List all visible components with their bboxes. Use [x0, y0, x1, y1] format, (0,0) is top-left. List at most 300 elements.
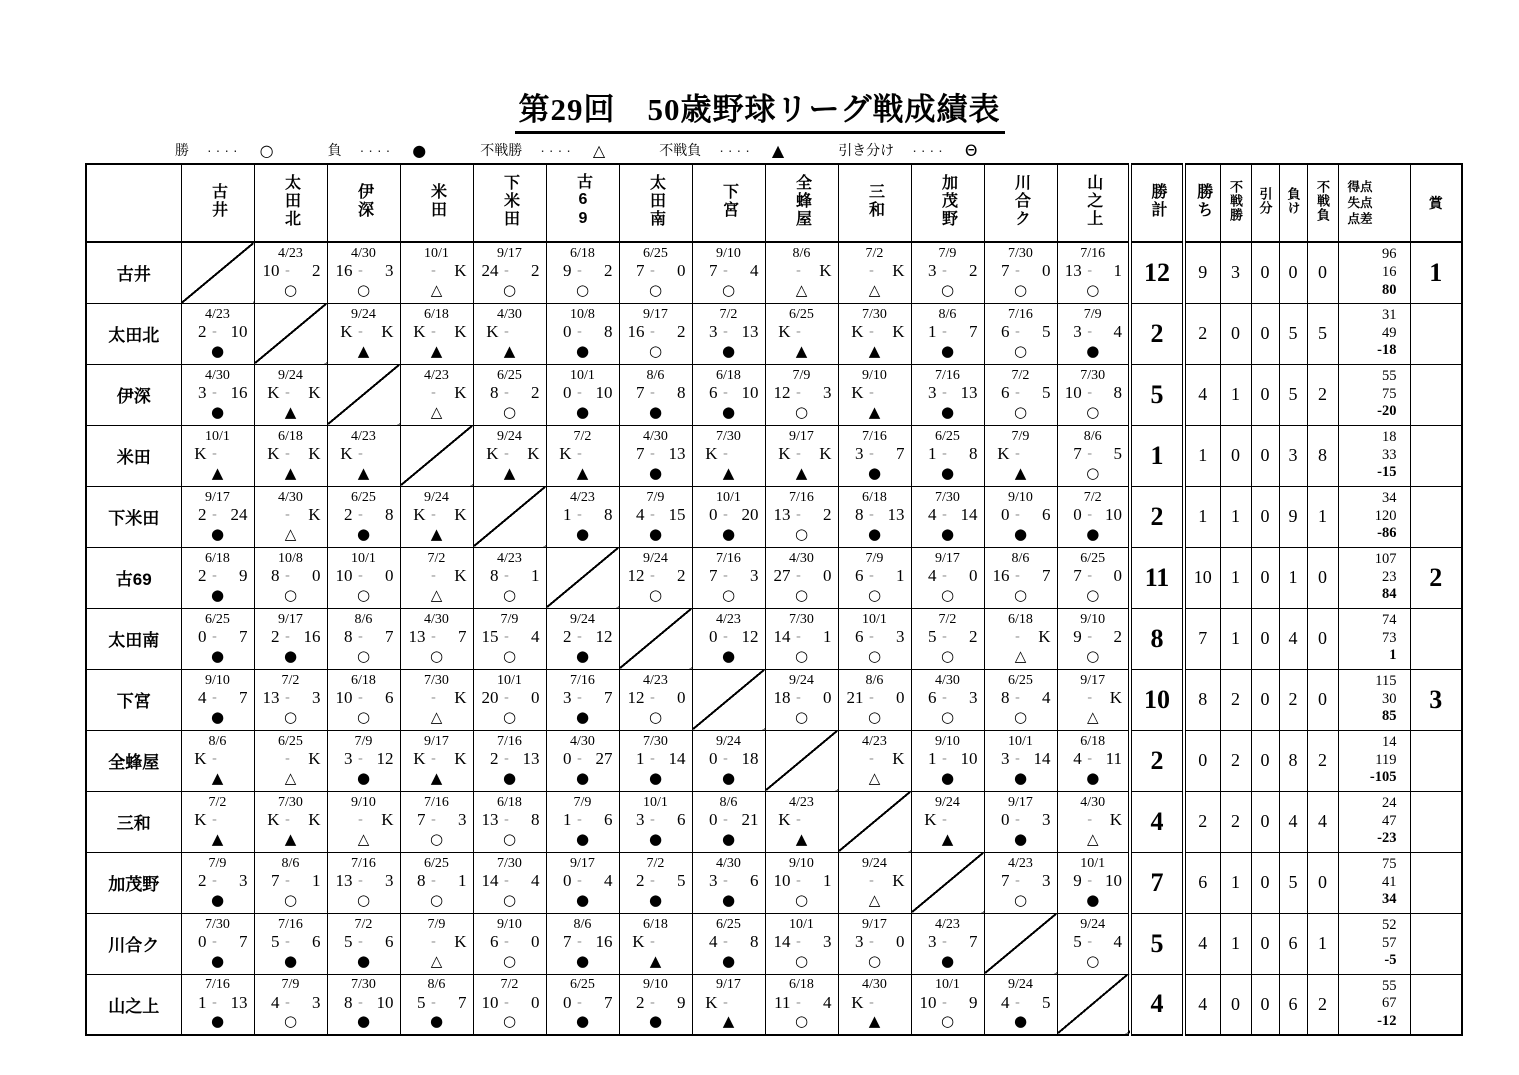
- forfeit-wins-cell: 1: [1220, 364, 1251, 425]
- points-cell: [1338, 364, 1410, 425]
- match-score: [1058, 871, 1129, 891]
- match-cell-r12-c0: [181, 974, 254, 1035]
- diagonal-cell-3: [400, 425, 473, 486]
- match-date: 7/2: [1011, 367, 1030, 383]
- result-symbol: ▲: [357, 463, 370, 482]
- result-symbol: ○: [867, 951, 882, 970]
- score-left: 3: [928, 261, 937, 281]
- result-symbol: ▲: [357, 341, 370, 360]
- point-diff: 1: [1389, 647, 1397, 664]
- win-total-cell: 4: [1130, 974, 1184, 1035]
- score-right: K: [892, 749, 905, 769]
- points-cell: [1338, 974, 1410, 1035]
- score-dash: -: [504, 384, 509, 400]
- score-dash: -: [577, 994, 582, 1010]
- score-dash: -: [869, 506, 874, 522]
- table-row-7: [86, 669, 1462, 730]
- match-date: 4/23: [643, 672, 668, 688]
- match-date: 6/18: [643, 916, 668, 932]
- match-date: 9/24: [716, 733, 741, 749]
- match-cell-r11-c1: [254, 913, 327, 974]
- score-right: K: [454, 688, 467, 708]
- result-symbol: ○: [502, 402, 517, 421]
- match-cell-r10-c3: [400, 852, 473, 913]
- match-date: 7/16: [205, 977, 230, 993]
- score-right: 2: [531, 261, 540, 281]
- match-score: [328, 749, 400, 769]
- result-symbol: ▲: [868, 402, 881, 421]
- result-symbol: △: [795, 280, 808, 299]
- match-cell-r6-c4: [473, 608, 546, 669]
- match-score: [620, 566, 692, 586]
- match-score: [547, 749, 619, 769]
- match-score: [693, 505, 765, 525]
- points-against: 49: [1382, 324, 1397, 341]
- win-total-cell: 12: [1130, 242, 1184, 303]
- match-score: [328, 505, 400, 525]
- result-symbol: ▲: [868, 341, 881, 360]
- match-cell-r11-c7: [692, 913, 765, 974]
- score-dash: -: [577, 872, 582, 888]
- point-diff: -15: [1377, 464, 1397, 481]
- score-left: 13: [481, 810, 499, 830]
- score-dash: -: [650, 445, 655, 461]
- match-cell-r10-c0: [181, 852, 254, 913]
- legend-symbol: △: [592, 140, 606, 160]
- match-score: [255, 688, 327, 708]
- point-diff: 34: [1382, 891, 1397, 908]
- points-cell: [1338, 913, 1410, 974]
- match-score: [547, 505, 619, 525]
- match-cell-r0-c8: [765, 242, 838, 303]
- match-date: 9/10: [935, 733, 960, 749]
- draws-cell: 0: [1251, 608, 1279, 669]
- match-score: [401, 261, 473, 281]
- score-dash: -: [796, 689, 801, 705]
- score-left: 7: [709, 261, 718, 281]
- match-date: 4/23: [935, 916, 960, 932]
- score-dash: -: [869, 872, 874, 888]
- result-symbol: ●: [502, 768, 517, 787]
- score-right: 8: [531, 810, 540, 830]
- score-right: 2: [969, 261, 978, 281]
- forfeit-losses-cell: 8: [1307, 425, 1338, 486]
- score-dash: -: [285, 263, 290, 279]
- result-symbol: ○: [1086, 951, 1100, 970]
- match-date: 9/17: [278, 611, 303, 627]
- score-right: 6: [677, 810, 686, 830]
- win-total-cell: 10: [1130, 669, 1184, 730]
- score-dash: -: [942, 689, 947, 705]
- score-left: 0: [198, 932, 207, 952]
- legend-dots: ····: [719, 142, 754, 158]
- match-score: [328, 322, 400, 342]
- draws-cell: 0: [1251, 974, 1279, 1035]
- match-score: [474, 261, 546, 281]
- score-left: 0: [1073, 505, 1082, 525]
- score-right: 0: [969, 566, 978, 586]
- match-date: 7/2: [719, 306, 738, 322]
- score-dash: -: [577, 933, 582, 949]
- losses-cell: 4: [1279, 791, 1307, 852]
- match-score: [182, 627, 254, 647]
- points-for: 74: [1382, 611, 1397, 628]
- score-dash: -: [212, 567, 217, 583]
- points-against: 30: [1382, 690, 1397, 707]
- score-right: 13: [668, 444, 686, 464]
- score-right: 4: [1113, 932, 1122, 952]
- match-date: 7/2: [646, 855, 665, 871]
- score-right: 10: [741, 383, 759, 403]
- match-cell-r11-c4: [473, 913, 546, 974]
- score-left: 2: [636, 871, 645, 891]
- diagonal-cell-2: [327, 364, 400, 425]
- result-symbol: ●: [940, 524, 955, 543]
- match-cell-r7-c2: [327, 669, 400, 730]
- match-date: 7/16: [1080, 245, 1106, 261]
- score-right: 6: [750, 871, 759, 891]
- match-score: [328, 993, 400, 1013]
- title-wrap: [0, 0, 1519, 134]
- points-cell: [1338, 242, 1410, 303]
- match-date: 10/1: [1008, 733, 1033, 749]
- draws-cell: 0: [1251, 364, 1279, 425]
- match-cell-r1-c7: [692, 303, 765, 364]
- match-date: 10/1: [643, 794, 668, 810]
- result-symbol: ▲: [941, 829, 954, 848]
- score-dash: -: [796, 567, 801, 583]
- draws-cell: 0: [1251, 669, 1279, 730]
- result-symbol: ●: [210, 646, 225, 665]
- points-against: 57: [1382, 934, 1397, 951]
- score-dash: -: [650, 933, 655, 949]
- match-date: 4/30: [205, 367, 230, 383]
- match-cell-r6-c2: [327, 608, 400, 669]
- result-symbol: ●: [210, 402, 225, 421]
- result-symbol: △: [284, 768, 297, 787]
- score-dash: -: [358, 263, 363, 279]
- col-header-team-2: [327, 164, 400, 242]
- match-date: 4/30: [716, 855, 741, 871]
- match-date: 7/9: [427, 916, 446, 932]
- match-date: 6/25: [351, 489, 376, 505]
- match-date: 4/23: [205, 306, 230, 322]
- score-right: 2: [969, 627, 978, 647]
- score-dash: -: [650, 506, 655, 522]
- score-dash: -: [285, 689, 290, 705]
- score-left: 1: [198, 992, 207, 1012]
- score-right: K: [308, 383, 321, 403]
- result-symbol: ●: [283, 951, 298, 970]
- score-dash: -: [723, 628, 728, 644]
- score-left: 4: [1073, 749, 1082, 769]
- score-dash: -: [723, 323, 728, 339]
- score-left: 3: [636, 810, 645, 830]
- match-date: 7/2: [281, 672, 300, 688]
- wins-cell: 0: [1184, 730, 1220, 791]
- result-symbol: ○: [648, 585, 663, 604]
- match-cell-r11-c12: [1057, 913, 1130, 974]
- match-cell-r2-c8: [765, 364, 838, 425]
- score-left: 1: [636, 749, 645, 769]
- score-dash: -: [1015, 263, 1020, 279]
- match-date: 9/17: [205, 489, 230, 505]
- result-symbol: ●: [1013, 1012, 1028, 1031]
- result-symbol: ●: [210, 341, 225, 360]
- result-symbol: ●: [940, 951, 955, 970]
- team-name: 米田: [428, 182, 446, 219]
- match-cell-r7-c8: [765, 669, 838, 730]
- points-cell: [1338, 425, 1410, 486]
- score-left: 2: [636, 992, 645, 1012]
- result-symbol: ○: [356, 707, 371, 726]
- result-symbol: ○: [794, 646, 809, 665]
- match-score: [985, 871, 1057, 891]
- score-dash: -: [723, 567, 728, 583]
- losses-cell: 4: [1279, 608, 1307, 669]
- table-row-3: [86, 425, 1462, 486]
- match-cell-r9-c7: [692, 791, 765, 852]
- table-row-8: [86, 730, 1462, 791]
- col-header-forfeit-wins: 不戦勝: [1220, 164, 1251, 242]
- score-left: 1: [563, 810, 572, 830]
- result-symbol: ○: [429, 646, 444, 665]
- diagonal-cell-6: [619, 608, 692, 669]
- score-left: 3: [855, 444, 864, 464]
- match-date: 10/8: [278, 550, 303, 566]
- result-symbol: ▲: [430, 524, 443, 543]
- match-cell-r10-c1: [254, 852, 327, 913]
- result-symbol: ○: [356, 585, 371, 604]
- point-diff: 80: [1382, 281, 1397, 298]
- match-cell-r1-c11: [984, 303, 1057, 364]
- match-score: [912, 444, 984, 464]
- score-left: K: [851, 383, 864, 403]
- result-symbol: △: [868, 768, 881, 787]
- score-dash: -: [796, 263, 801, 279]
- match-cell-r6-c5: [546, 608, 619, 669]
- result-symbol: ○: [794, 402, 809, 421]
- score-left: K: [778, 444, 791, 464]
- match-date: 9/24: [1080, 916, 1106, 932]
- score-left: 9: [1073, 871, 1082, 891]
- score-right: 4: [1042, 688, 1051, 708]
- forfeit-wins-cell: 0: [1220, 974, 1251, 1035]
- score-dash: -: [285, 628, 290, 644]
- win-total-cell: 7: [1130, 852, 1184, 913]
- score-left: K: [413, 749, 426, 769]
- match-cell-r12-c3: [400, 974, 473, 1035]
- prize-cell: [1410, 486, 1462, 547]
- score-right: 8: [677, 383, 686, 403]
- team-name: 古井: [209, 182, 227, 219]
- score-left: 12: [773, 383, 791, 403]
- match-cell-r1-c12: [1057, 303, 1130, 364]
- match-date: 8/6: [354, 611, 373, 627]
- match-score: [474, 688, 546, 708]
- match-score: [620, 810, 692, 830]
- score-dash: -: [431, 933, 436, 949]
- score-left: 5: [271, 932, 280, 952]
- match-cell-r5-c10: [911, 547, 984, 608]
- result-symbol: ●: [648, 463, 663, 482]
- score-right: K: [454, 749, 467, 769]
- match-score: [474, 566, 546, 586]
- score-left: K: [705, 992, 718, 1012]
- score-right: 16: [595, 932, 613, 952]
- result-symbol: ○: [794, 707, 809, 726]
- forfeit-losses-cell: 1: [1307, 913, 1338, 974]
- score-left: 27: [773, 566, 791, 586]
- match-score: [182, 688, 254, 708]
- score-dash: -: [650, 994, 655, 1010]
- score-right: 3: [823, 383, 832, 403]
- score-dash: -: [1087, 872, 1093, 888]
- match-score: [401, 505, 473, 525]
- match-score: [328, 932, 400, 952]
- points-against: 73: [1382, 629, 1397, 646]
- match-date: 6/25: [205, 611, 230, 627]
- match-cell-r0-c12: [1057, 242, 1130, 303]
- score-right: 3: [385, 871, 394, 891]
- match-date: 6/25: [1008, 672, 1033, 688]
- match-date: 6/25: [497, 367, 522, 383]
- score-dash: -: [1015, 323, 1020, 339]
- score-dash: -: [942, 384, 947, 400]
- prize-cell: [1410, 913, 1462, 974]
- score-right: 7: [604, 688, 613, 708]
- win-total-cell: 8: [1130, 608, 1184, 669]
- score-dash: -: [723, 384, 728, 400]
- result-symbol: ○: [502, 890, 517, 909]
- match-score: [839, 993, 911, 1013]
- match-score: [255, 566, 327, 586]
- result-symbol: ▲: [430, 768, 443, 787]
- row-team-label-1: 太田北: [86, 303, 181, 364]
- match-date: 7/2: [354, 916, 373, 932]
- legend-label: 不戦勝: [480, 142, 523, 158]
- score-right: 3: [1042, 810, 1051, 830]
- team-name: 下宮: [720, 182, 738, 219]
- match-date: 6/18: [278, 428, 303, 444]
- score-left: 2: [198, 566, 207, 586]
- score-dash: -: [869, 994, 874, 1010]
- draws-cell: 0: [1251, 730, 1279, 791]
- result-symbol: ●: [867, 524, 882, 543]
- match-score: [328, 444, 400, 464]
- match-date: 7/9: [792, 367, 811, 383]
- score-dash: -: [285, 994, 290, 1010]
- row-team-label-6: 太田南: [86, 608, 181, 669]
- legend: [175, 140, 1519, 160]
- match-date: 7/9: [208, 855, 227, 871]
- result-symbol: ○: [794, 524, 809, 543]
- score-right: 12: [376, 749, 394, 769]
- score-left: 7: [709, 566, 718, 586]
- row-team-label-7: 下宮: [86, 669, 181, 730]
- score-right: 7: [385, 627, 394, 647]
- points-for: 75: [1382, 855, 1397, 872]
- match-cell-r8-c7: [692, 730, 765, 791]
- score-right: K: [892, 261, 905, 281]
- match-cell-r8-c0: [181, 730, 254, 791]
- match-date: 6/18: [1008, 611, 1033, 627]
- legend-symbol: ○: [259, 140, 274, 160]
- col-header-team-10: [911, 164, 984, 242]
- points-for: 107: [1374, 550, 1397, 567]
- match-cell-r8-c2: [327, 730, 400, 791]
- result-symbol: ○: [283, 1012, 298, 1031]
- score-right: K: [819, 444, 832, 464]
- result-symbol: ○: [1013, 341, 1028, 360]
- losses-cell: 5: [1279, 364, 1307, 425]
- match-cell-r3-c0: [181, 425, 254, 486]
- score-right: 8: [1113, 383, 1122, 403]
- result-symbol: △: [1014, 646, 1027, 665]
- result-symbol: ○: [1013, 585, 1028, 604]
- score-dash: -: [723, 872, 728, 888]
- score-right: 6: [1042, 505, 1051, 525]
- score-left: 3: [928, 383, 937, 403]
- match-cell-r9-c12: [1057, 791, 1130, 852]
- draws-cell: 0: [1251, 242, 1279, 303]
- score-dash: -: [1015, 628, 1020, 644]
- match-date: 10/1: [497, 672, 522, 688]
- score-dash: -: [358, 933, 363, 949]
- score-dash: -: [869, 689, 874, 705]
- score-dash: -: [650, 384, 655, 400]
- score-left: 3: [855, 932, 864, 952]
- losses-cell: 1: [1279, 547, 1307, 608]
- match-cell-r11-c6: [619, 913, 692, 974]
- match-cell-r3-c8: [765, 425, 838, 486]
- result-symbol: ○: [1086, 585, 1100, 604]
- match-date: 9/17: [424, 733, 449, 749]
- result-symbol: ●: [648, 524, 663, 543]
- score-right: 7: [239, 932, 248, 952]
- result-symbol: ▲: [284, 402, 297, 421]
- match-date: 7/30: [789, 611, 814, 627]
- match-score: [693, 383, 765, 403]
- score-right: 9: [677, 992, 686, 1012]
- match-score: [693, 627, 765, 647]
- match-cell-r2-c1: [254, 364, 327, 425]
- score-left: 9: [1073, 627, 1082, 647]
- result-symbol: ○: [940, 646, 955, 665]
- score-right: 7: [1042, 566, 1051, 586]
- score-dash: -: [1087, 263, 1093, 279]
- match-score: [255, 749, 327, 769]
- match-score: [693, 932, 765, 952]
- score-left: 2: [563, 627, 572, 647]
- score-right: 10: [230, 322, 248, 342]
- match-score: [328, 566, 400, 586]
- score-right: 0: [896, 932, 905, 952]
- result-symbol: ○: [283, 890, 298, 909]
- match-date: 7/2: [208, 794, 227, 810]
- result-symbol: ●: [210, 524, 225, 543]
- result-symbol: ○: [356, 646, 371, 665]
- match-cell-r6-c12: [1057, 608, 1130, 669]
- match-date: 10/1: [351, 550, 376, 566]
- prize-cell: 2: [1410, 547, 1462, 608]
- score-right: 12: [741, 627, 759, 647]
- score-dash: -: [650, 567, 655, 583]
- score-right: 14: [960, 505, 978, 525]
- match-date: 4/23: [789, 794, 814, 810]
- match-score: [985, 810, 1057, 830]
- result-symbol: ○: [1013, 402, 1028, 421]
